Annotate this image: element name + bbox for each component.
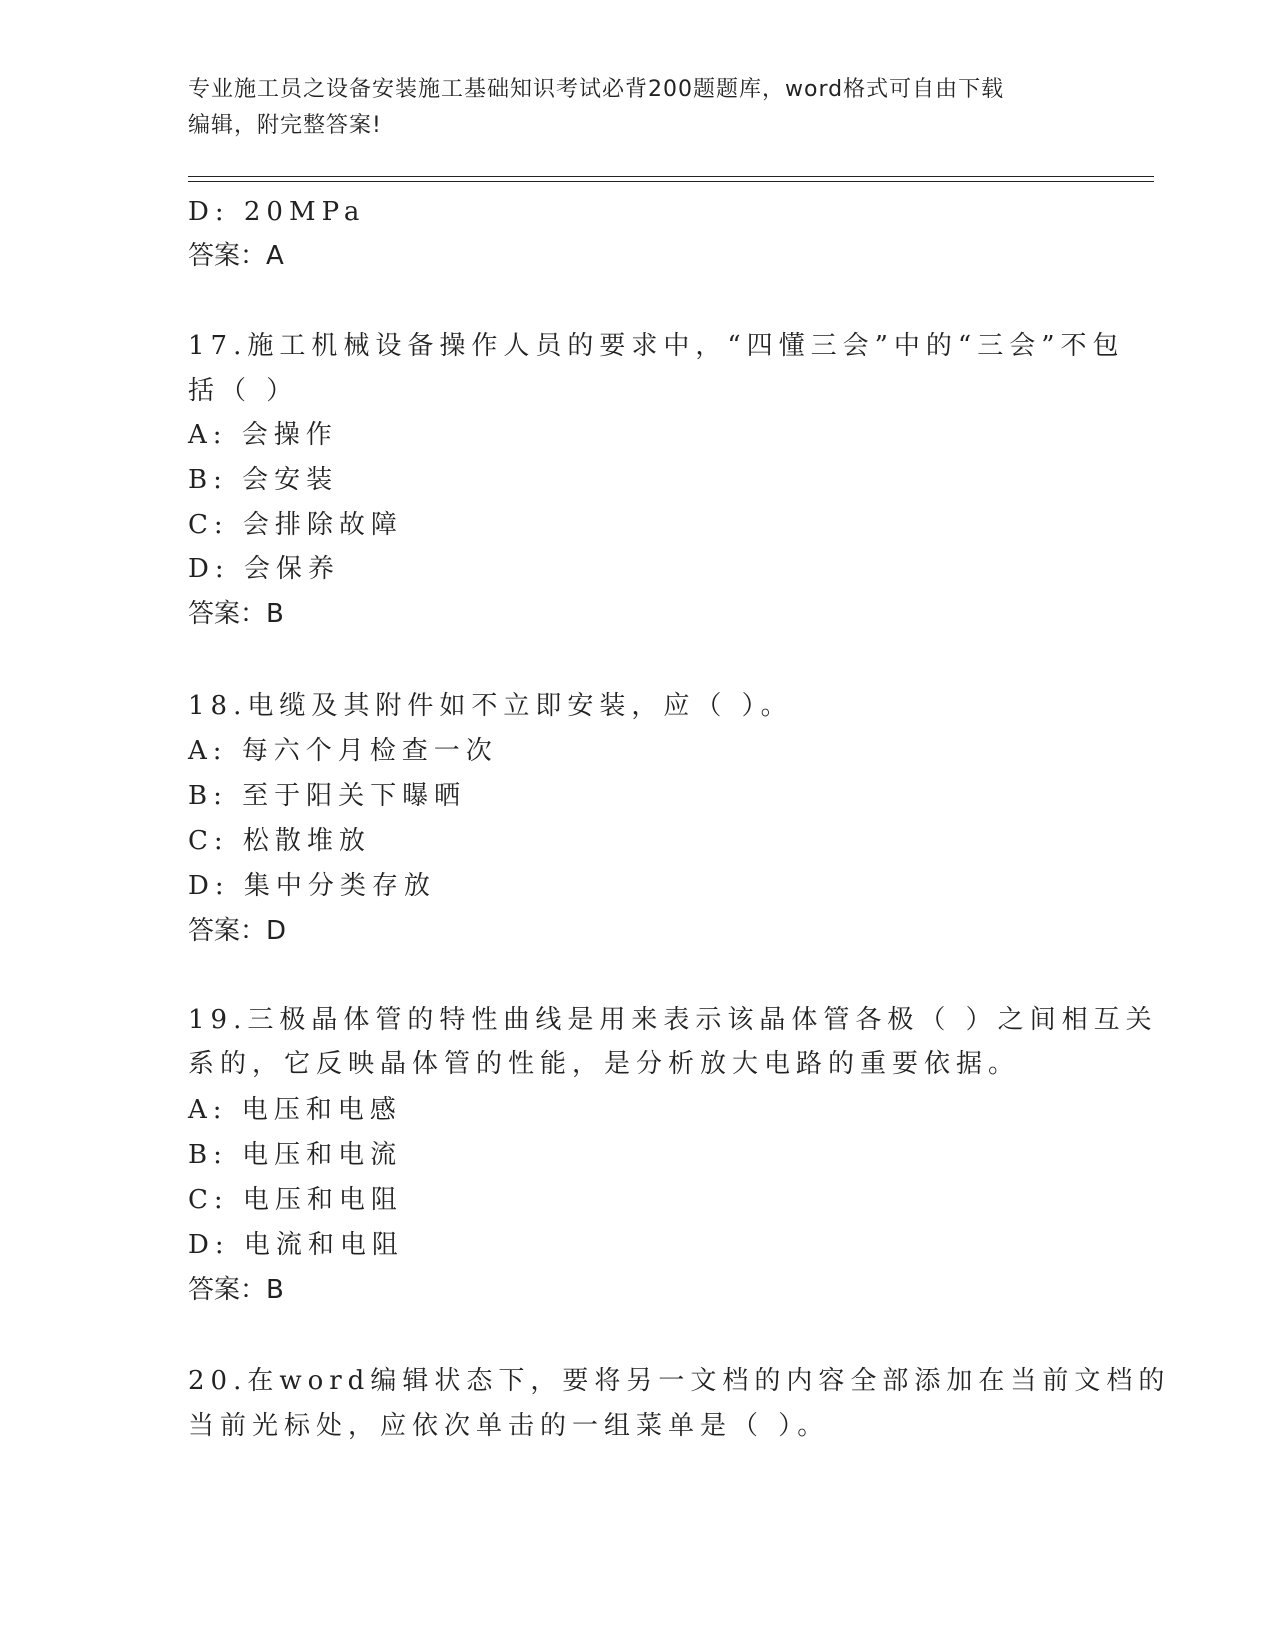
q17-stem-line-1: 17.施工机械设备操作人员的要求中，“四懂三会”中的“三会”不包 xyxy=(188,331,1125,361)
header-line-2: 编辑，附完整答案! xyxy=(188,113,382,138)
q20-stem-line-2: 当前光标处，应依次单击的一组菜单是（ ）。 xyxy=(188,1411,830,1441)
q19-stem-line-1: 19.三极晶体管的特性曲线是用来表示该晶体管各极（ ）之间相互关 xyxy=(188,1005,1158,1035)
q19-option-c: C: 电压和电阻 xyxy=(188,1185,403,1215)
q18-answer: 答案：D xyxy=(188,916,287,946)
q18-option-d: D: 集中分类存放 xyxy=(188,871,436,901)
q19-option-b: B: 电压和电流 xyxy=(188,1140,403,1170)
document-header xyxy=(188,72,1068,144)
q16-option-d: D: 20MPa xyxy=(188,197,366,227)
q18-option-c: C: 松散堆放 xyxy=(188,826,371,856)
q20-stem-line-1: 20.在word编辑状态下，要将另一文档的内容全部添加在当前文档的 xyxy=(188,1366,1171,1396)
q16-answer: 答案：A xyxy=(188,241,284,271)
header-line-1: 专业施工员之设备安装施工基础知识考试必背200题题库，word格式可自由下载 xyxy=(188,77,1005,102)
q19-stem-line-2: 系的，它反映晶体管的性能，是分析放大电路的重要依据。 xyxy=(188,1049,1021,1079)
header-divider-double xyxy=(188,181,1154,182)
q17-answer: 答案：B xyxy=(188,599,284,629)
q17-option-d: D: 会保养 xyxy=(188,554,340,584)
q17-option-b: B: 会安装 xyxy=(188,465,339,495)
q18-option-a: A: 每六个月检查一次 xyxy=(188,736,498,766)
q19-option-d: D: 电流和电阻 xyxy=(188,1230,404,1260)
q18-stem: 18.电缆及其附件如不立即安装，应（ ）。 xyxy=(188,691,793,721)
q19-answer: 答案：B xyxy=(188,1275,284,1305)
q17-option-c: C: 会排除故障 xyxy=(188,510,403,540)
q18-option-b: B: 至于阳关下曝晒 xyxy=(188,781,467,811)
header-divider xyxy=(188,176,1154,177)
q19-option-a: A: 电压和电感 xyxy=(188,1095,402,1125)
q17-stem-line-2: 括（ ） xyxy=(188,376,299,406)
q17-option-a: A: 会操作 xyxy=(188,420,338,450)
